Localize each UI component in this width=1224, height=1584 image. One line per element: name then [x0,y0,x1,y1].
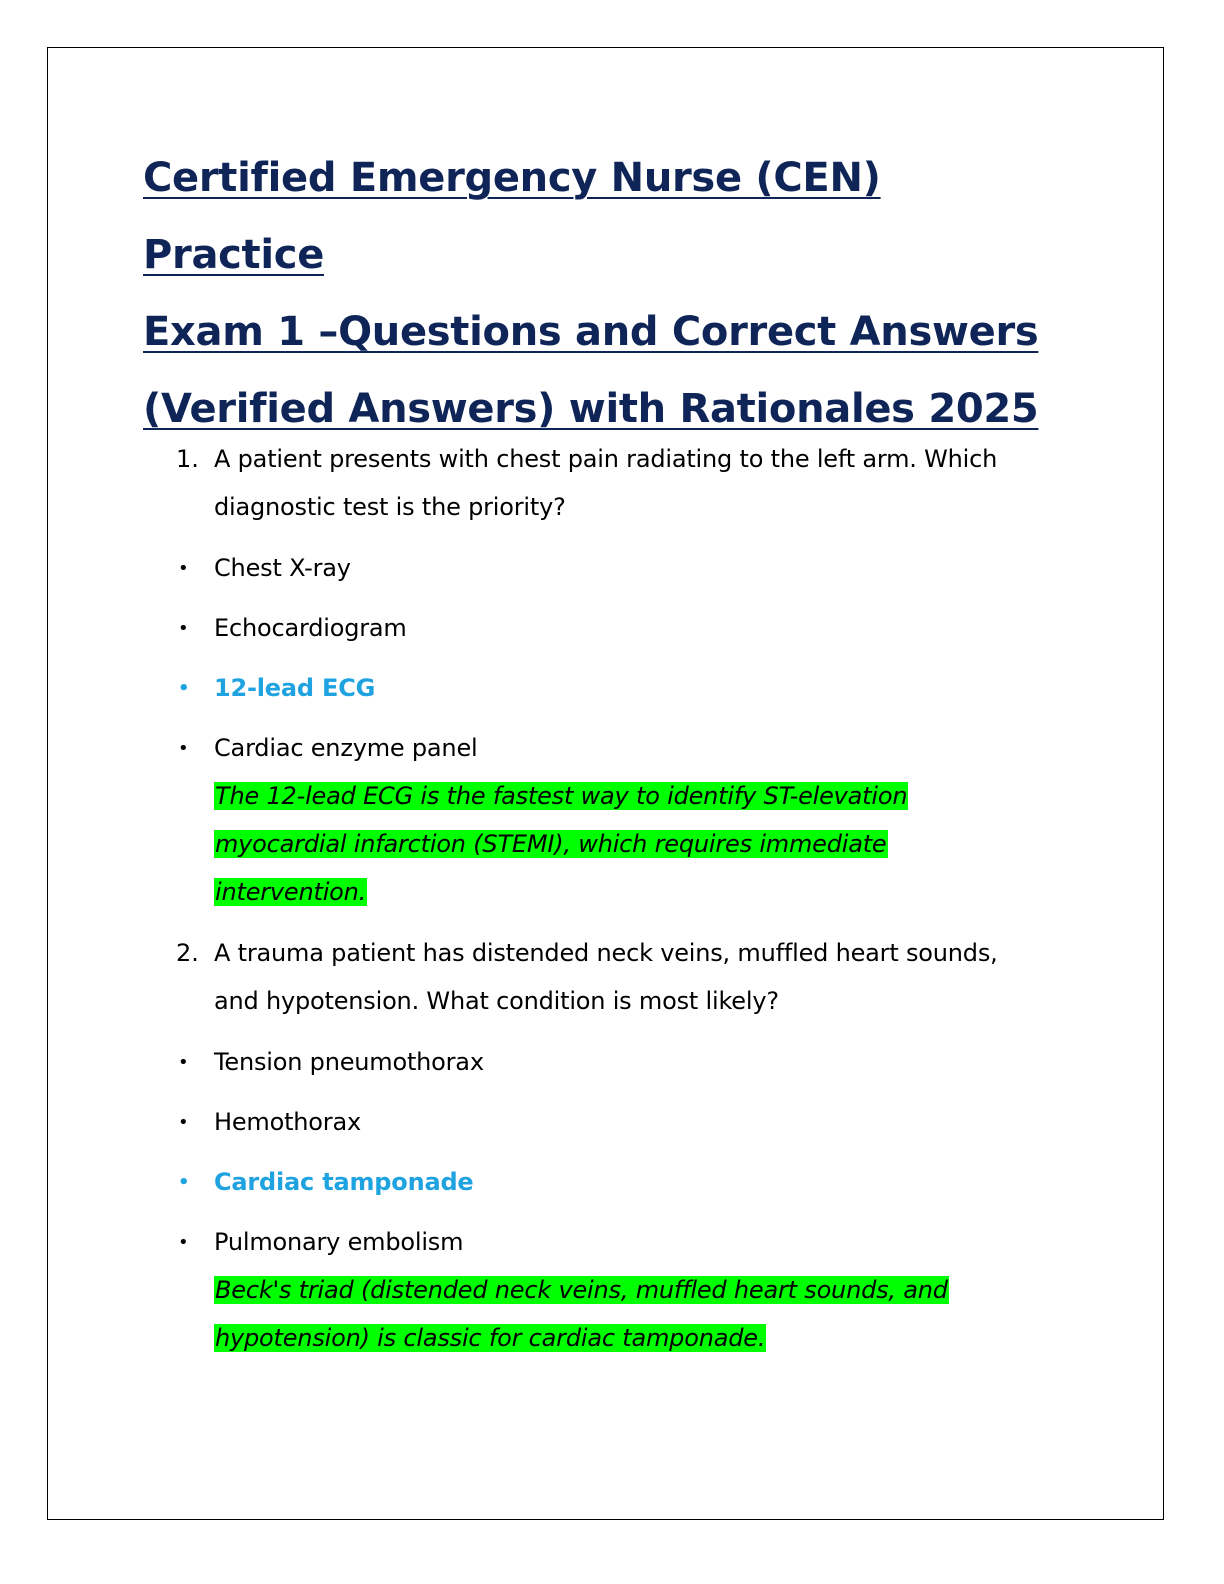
bullet-icon: • [178,1112,189,1133]
answer-option: Tension pneumothorax [214,1048,484,1076]
question-text-line: and hypotension. What condition is most likely? [214,987,779,1015]
answer-option: Cardiac enzyme panel [214,734,478,762]
answer-option: Chest X-ray [214,554,351,582]
title-line-1: Certified Emergency Nurse (CEN) Practice [143,155,881,278]
question-text-line: A patient presents with chest pain radiating to the left arm. Which [214,445,998,473]
title-line-2: Exam 1 –Questions and Correct Answers [143,309,1039,355]
rationale-line: The 12-lead ECG is the fastest way to identify ST-elevation [215,782,908,810]
question-text-line: A trauma patient has distended neck veins, muffled heart sounds, [214,939,998,967]
rationale-line: intervention. [215,878,367,906]
bullet-icon: • [178,1172,190,1193]
correct-answer-option: Cardiac tamponade [214,1168,474,1196]
rationale-line: myocardial infarction (STEMI), which requires immediate [215,830,887,858]
bullet-icon: • [178,1232,189,1253]
answer-option: Pulmonary embolism [214,1228,464,1256]
bullet-icon: • [178,1052,189,1073]
bullet-icon: • [178,738,189,759]
question-number: 2. [176,939,199,967]
rationale-line: hypotension) is classic for cardiac tamponade. [215,1324,766,1352]
bullet-icon: • [178,618,189,639]
answer-option: Hemothorax [214,1108,361,1136]
bullet-icon: • [178,678,190,699]
question-number: 1. [176,445,199,473]
rationale-line: Beck's triad (distended neck veins, muffled heart sounds, and [215,1276,948,1304]
question-text-line: diagnostic test is the priority? [214,493,566,521]
correct-answer-option: 12-lead ECG [214,674,376,702]
answer-option: Echocardiogram [214,614,407,642]
title-line-3: (Verified Answers) with Rationales 2025 [143,386,1039,432]
bullet-icon: • [178,558,189,579]
document-title [143,140,1043,448]
